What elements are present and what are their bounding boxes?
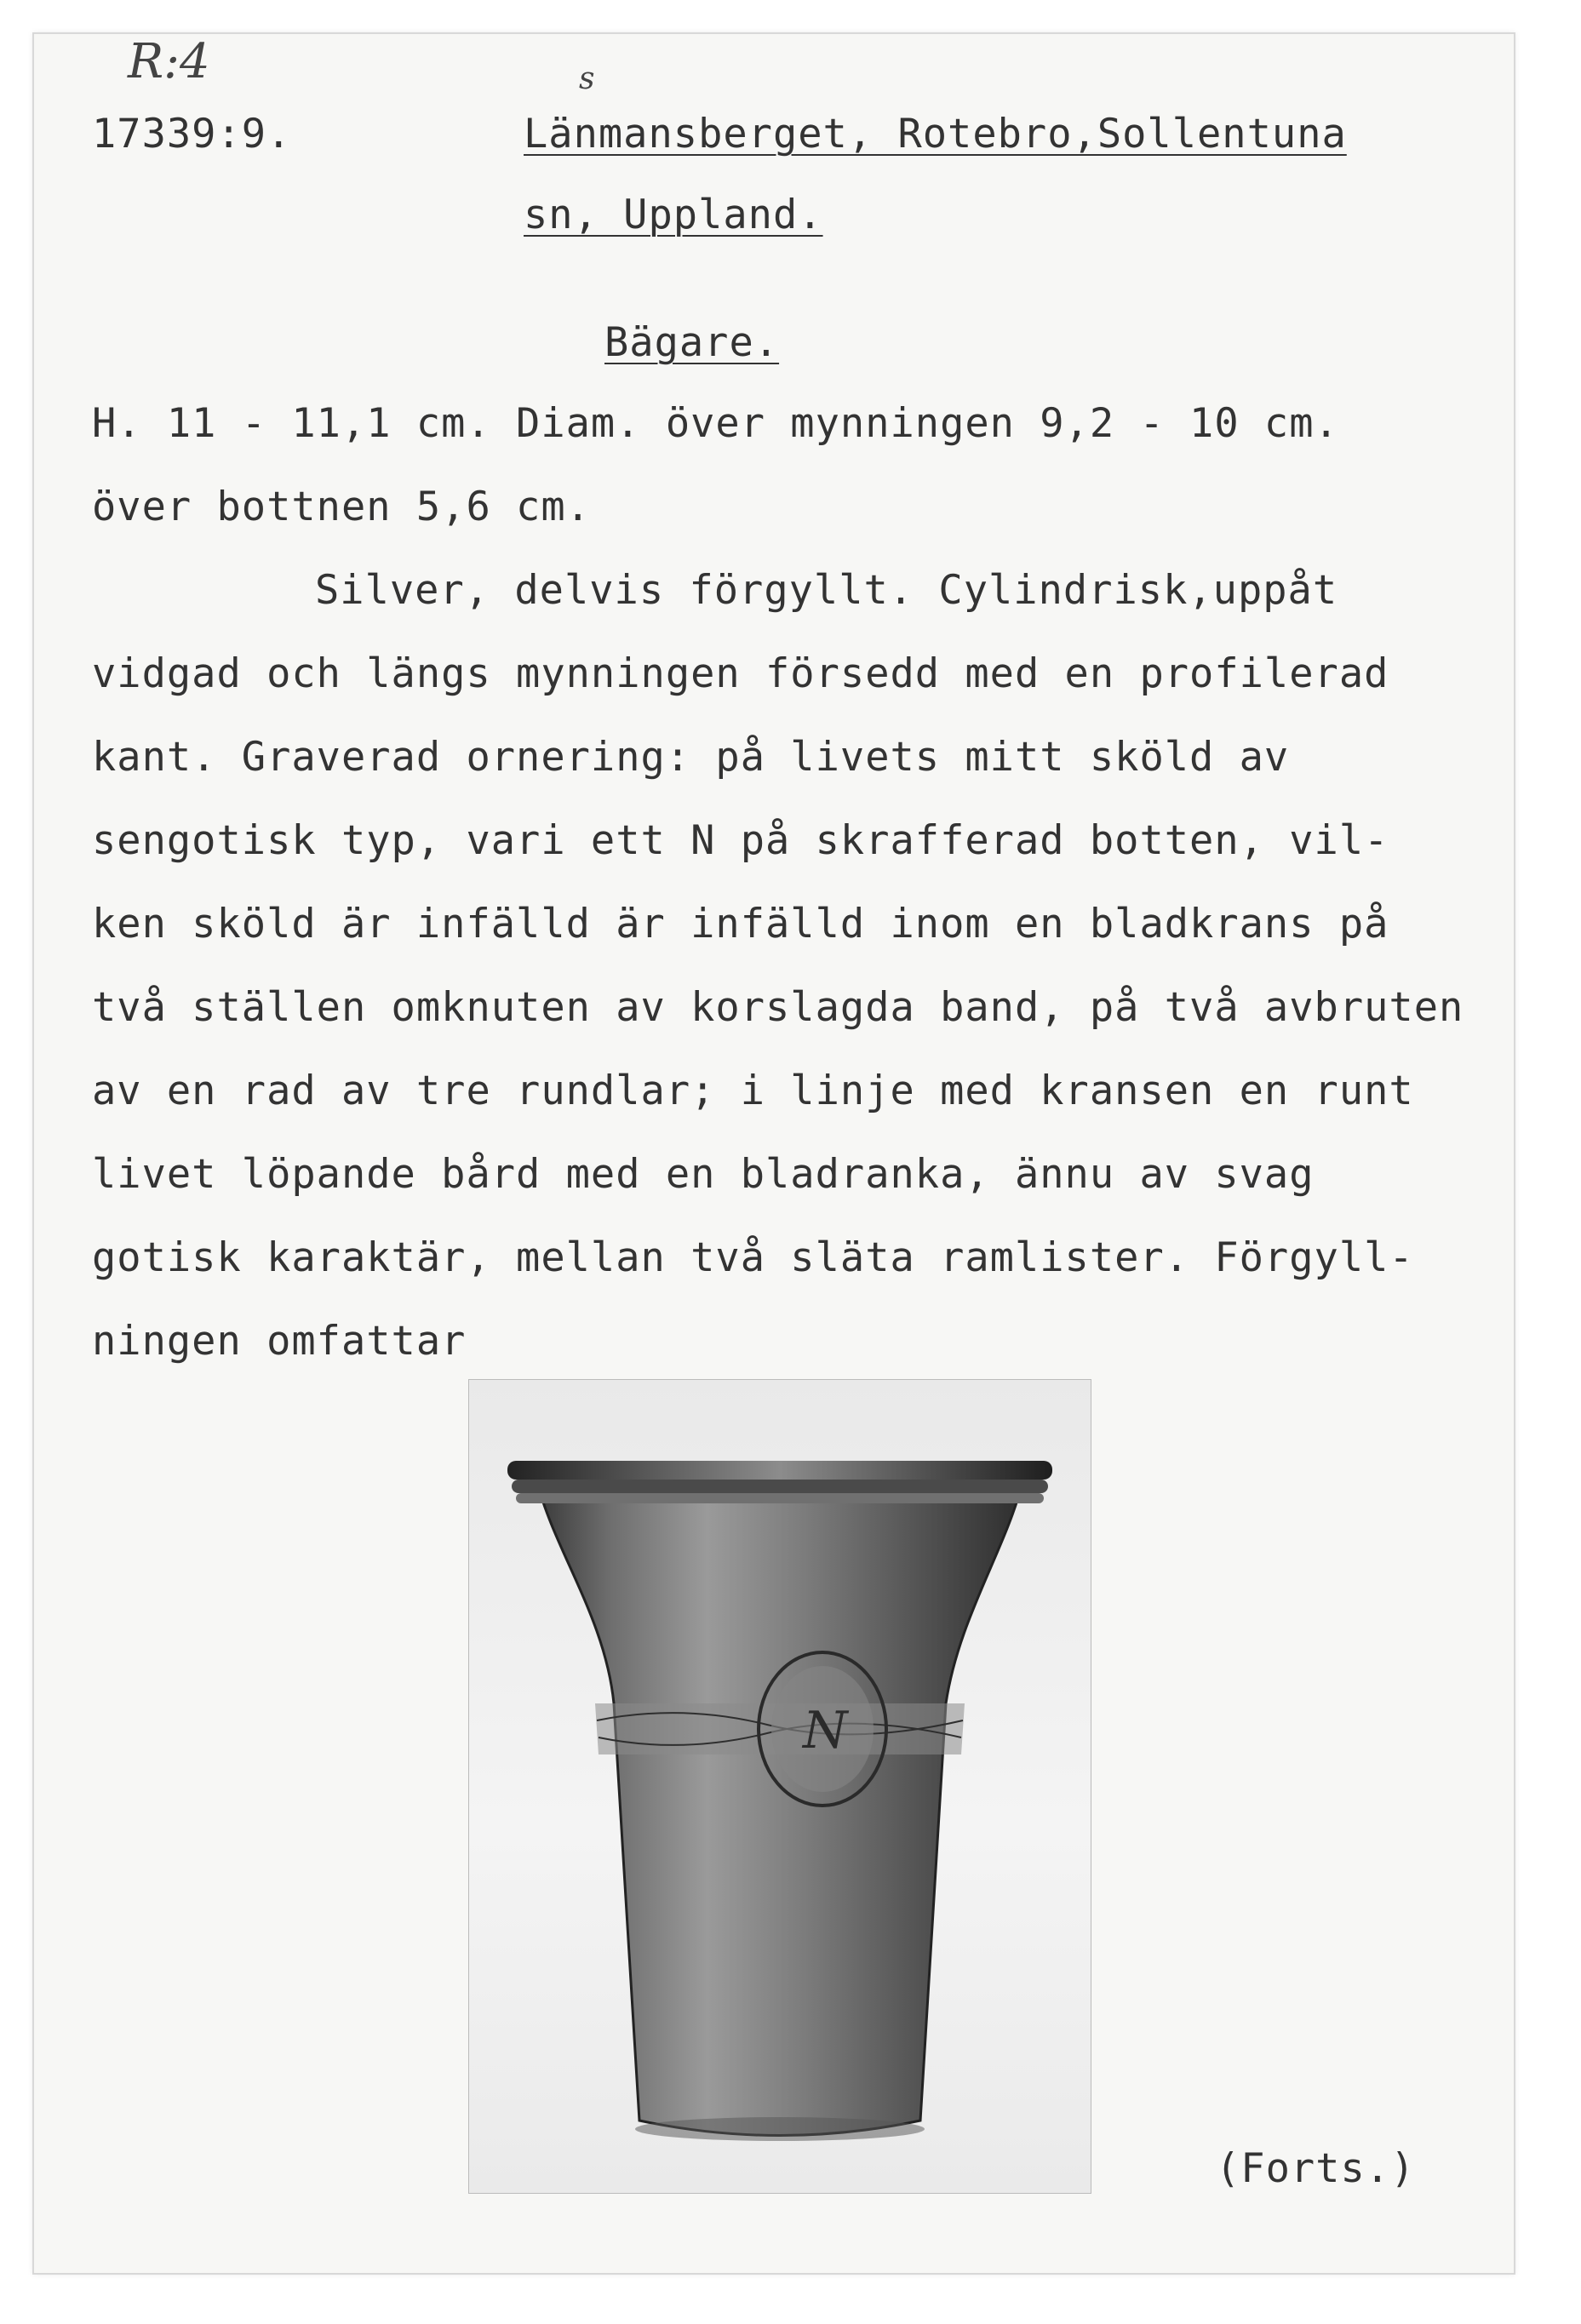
continued-note: (Forts.) — [1216, 2145, 1416, 2192]
location-line-1: Länmansberget, Rotebro,Sollentuna — [524, 111, 1347, 157]
body-line: ken sköld är infälld är infälld inom en bladkrans på — [92, 901, 1389, 947]
silver-beaker-illustration — [469, 1380, 1091, 2193]
body-line: vidgad och längs mynningen försedd med en profilerad — [92, 650, 1389, 697]
body-line: ningen omfattar — [92, 1318, 467, 1365]
body-line: av en rad av tre rundlar; i linje med kransen en runt — [92, 1068, 1414, 1114]
catalog-number: 17339:9. — [92, 111, 292, 157]
body-line: över bottnen 5,6 cm. — [92, 484, 591, 530]
body-line: H. 11 - 11,1 cm. Diam. över mynningen 9,2 - 10 cm. — [92, 400, 1339, 447]
object-title: Bägare. — [604, 319, 780, 366]
handwritten-reference: R:4 — [128, 34, 210, 89]
body-line: Silver, delvis förgyllt. Cylindrisk,uppåt — [315, 567, 1338, 614]
body-line: två ställen omknuten av korslagda band, på två avbruten — [92, 984, 1464, 1031]
body-line: kant. Graverad ornering: på livets mitt sköld av — [92, 734, 1290, 781]
body-line: gotisk karaktär, mellan två släta ramlister. Förgyll- — [92, 1234, 1414, 1281]
body-line: livet löpande bård med en bladranka, ännu av svag — [92, 1151, 1315, 1198]
beaker-photo — [468, 1379, 1091, 2194]
location-line-2: sn, Uppland. — [524, 192, 823, 238]
svg-text:N: N — [803, 1701, 848, 1760]
handwritten-correction: s — [579, 61, 595, 96]
body-line: sengotisk typ, vari ett N på skrafferad botten, vil- — [92, 817, 1389, 864]
